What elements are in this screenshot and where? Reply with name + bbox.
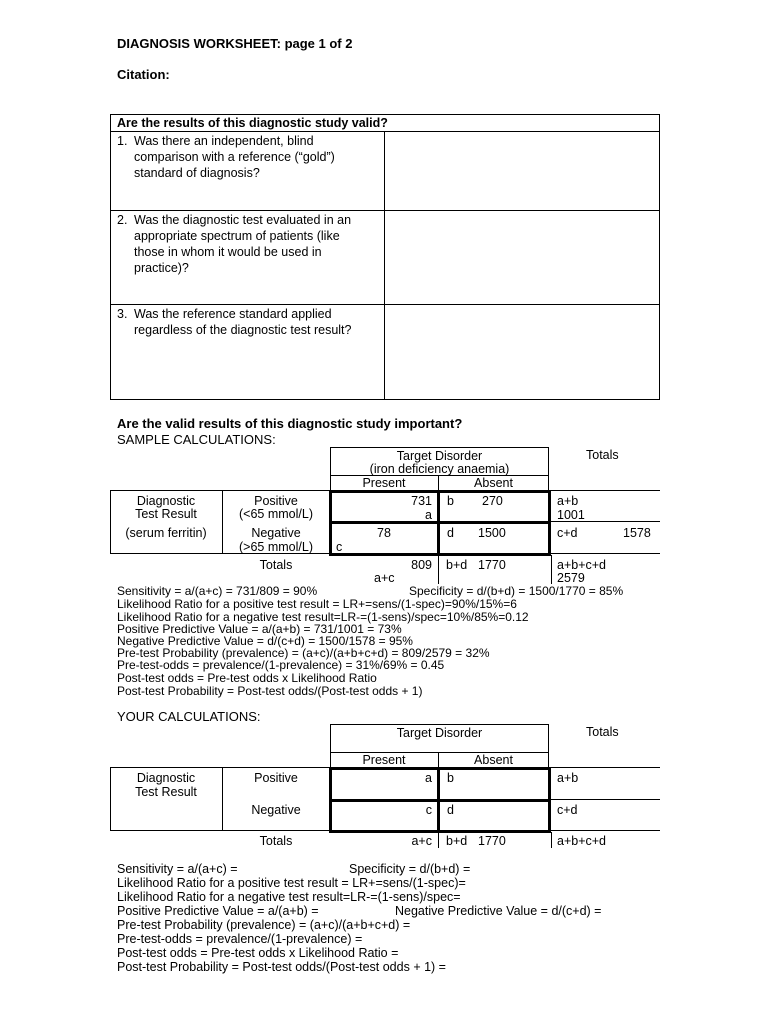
your-pretest-odds: Pre-test-odds = prevalence/(1-prevalence) = <box>117 932 363 946</box>
your-lr-negative: Likelihood Ratio for a negative test result=LR-=(1-sens)/spec= <box>117 890 461 904</box>
cell-d-value: 1500 <box>478 526 506 540</box>
answer-box-2[interactable] <box>386 212 658 303</box>
question-text: Was the reference standard applied regardless of the diagnostic test result? <box>134 307 352 337</box>
cell-a-label: a <box>425 771 432 785</box>
serum-ferritin-label: (serum ferritin) <box>125 526 207 540</box>
totals-header: Totals <box>586 448 619 462</box>
positive-threshold: (<65 mmol/L) <box>239 507 313 521</box>
cell-d-label: d <box>447 526 454 540</box>
cell-b-label: b <box>447 771 454 785</box>
cell-ab-label: a+b <box>557 771 579 785</box>
cell-a-value: 731 <box>411 494 432 508</box>
absent-header: Absent <box>474 753 513 767</box>
diagnostic-label: Diagnostic <box>136 494 196 508</box>
present-header: Present <box>362 476 406 490</box>
totals-row-label: Totals <box>259 558 293 572</box>
total-ac-value: 809 <box>411 558 432 572</box>
sample-sensitivity: Sensitivity = a/(a+c) = 731/809 = 90% <box>117 584 318 598</box>
sample-npv: Negative Predictive Value = d/(c+d) = 1500/1578 = 95% <box>117 634 413 648</box>
answer-box-1[interactable] <box>386 133 658 209</box>
target-disorder-header: Target Disorder <box>396 449 483 463</box>
total-ac-label: a+c <box>374 571 395 585</box>
totals-header: Totals <box>586 725 619 739</box>
question-number: 3. <box>117 307 128 321</box>
total-bd-value: 1770 <box>478 834 506 848</box>
your-specificity: Specificity = d/(b+d) = <box>349 862 471 876</box>
negative-label: Negative <box>251 526 301 540</box>
cell-a-label: a <box>425 508 432 522</box>
cell-ab-value: 1001 <box>557 508 585 522</box>
positive-label: Positive <box>254 494 298 508</box>
sample-lr-positive: Likelihood Ratio for a positive test result = LR+=sens/(1-spec)=90%/15%=6 <box>117 597 517 611</box>
your-sensitivity: Sensitivity = a/(a+c) = <box>117 862 238 876</box>
sample-posttest-probability: Post-test Probability = Post-test odds/(Post-test odds + 1) <box>117 684 423 698</box>
validity-heading: Are the results of this diagnostic study valid? <box>117 116 388 130</box>
question-text: Was there an independent, blind comparison with a reference (“gold”) standard of diagnosis? <box>134 134 335 180</box>
total-abcd-value: 2579 <box>557 571 585 585</box>
question-text: Was the diagnostic test evaluated in an appropriate spectrum of patients (like those in whom it would be used in practice)? <box>134 213 352 275</box>
cell-c-label: c <box>425 803 432 817</box>
cell-d-label: d <box>447 803 454 817</box>
cell-b-label: b <box>447 494 454 508</box>
target-disorder-subheader: (iron deficiency anaemia) <box>369 462 510 476</box>
sample-lr-negative: Likelihood Ratio for a negative test result=LR-=(1-sens)/spec=10%/85%=0.12 <box>117 610 529 624</box>
your-npv: Negative Predictive Value = d/(c+d) = <box>395 904 602 918</box>
question-number: 1. <box>117 134 128 148</box>
total-bd-value: 1770 <box>478 558 506 572</box>
total-bd-label: b+d <box>446 558 468 572</box>
cell-c-label: c <box>336 540 343 554</box>
cell-cd-label: c+d <box>557 803 578 817</box>
total-bd-label: b+d <box>446 834 468 848</box>
your-pretest-probability: Pre-test Probability (prevalence) = (a+c)/(a+b+c+d) = <box>117 918 411 932</box>
test-result-label: Test Result <box>135 507 197 521</box>
present-header: Present <box>362 753 406 767</box>
total-abcd-label: a+b+c+d <box>557 834 607 848</box>
cell-ab-label: a+b <box>557 494 579 508</box>
your-lr-positive: Likelihood Ratio for a positive test result = LR+=sens/(1-spec)= <box>117 876 466 890</box>
target-disorder-header: Target Disorder <box>396 726 483 740</box>
diagnostic-label: Diagnostic <box>136 771 196 785</box>
sample-pretest-odds: Pre-test-odds = prevalence/(1-prevalence) = 31%/69% = 0.45 <box>117 658 445 672</box>
your-posttest-odds: Post-test odds = Pre-test odds x Likelihood Ratio = <box>117 946 399 960</box>
totals-row-label: Totals <box>259 834 293 848</box>
total-abcd-label: a+b+c+d <box>557 558 607 572</box>
answer-box-3[interactable] <box>386 306 658 398</box>
your-posttest-probability: Post-test Probability = Post-test odds/(Post-test odds + 1) = <box>117 960 446 974</box>
citation-label: Citation: <box>117 67 170 82</box>
total-ac-label: a+c <box>411 834 432 848</box>
page-title: DIAGNOSIS WORKSHEET: page 1 of 2 <box>117 36 353 51</box>
absent-header: Absent <box>474 476 513 490</box>
question-number: 2. <box>117 213 128 227</box>
importance-heading: Are the valid results of this diagnostic study important? <box>117 416 463 431</box>
negative-threshold: (>65 mmol/L) <box>239 540 313 554</box>
your-ppv: Positive Predictive Value = a/(a+b) = <box>117 904 319 918</box>
test-result-label: Test Result <box>135 785 197 799</box>
cell-c-value: 78 <box>377 526 391 540</box>
sample-specificity: Specificity = d/(b+d) = 1500/1770 = 85% <box>409 584 624 598</box>
sample-pretest-probability: Pre-test Probability (prevalence) = (a+c)/(a+b+c+d) = 809/2579 = 32% <box>117 646 490 660</box>
your-calculations-label: YOUR CALCULATIONS: <box>117 709 261 724</box>
cell-b-value: 270 <box>482 494 503 508</box>
cell-cd-label: c+d <box>557 526 578 540</box>
negative-label: Negative <box>251 803 301 817</box>
cell-cd-value: 1578 <box>623 526 651 540</box>
sample-ppv: Positive Predictive Value = a/(a+b) = 731/1001 = 73% <box>117 622 402 636</box>
sample-posttest-odds: Post-test odds = Pre-test odds x Likelihood Ratio <box>117 671 377 685</box>
positive-label: Positive <box>254 771 298 785</box>
sample-calculations-label: SAMPLE CALCULATIONS: <box>117 432 276 447</box>
